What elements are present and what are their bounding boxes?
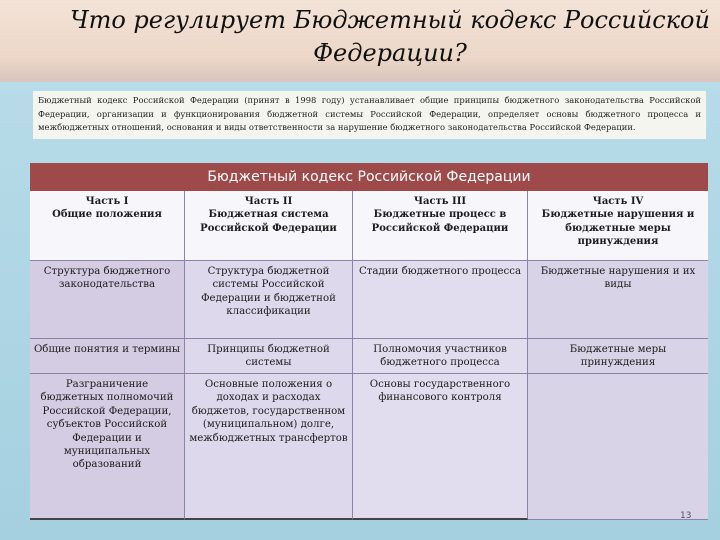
table-cell: Основные положения о доходах и расходах бюджетов, государственном (муниципальном) долге, межбюджетных трансфертов: [185, 374, 353, 520]
header-part-label: Часть IV: [592, 196, 644, 207]
slide-title-line-2: Федерации?: [313, 39, 467, 67]
header-part-title: Бюджетные нарушения и бюджетные меры принуждения: [541, 209, 695, 248]
table-cell: Разграничение бюджетных полномочий Российской Федерации, субъектов Российской Федерации и муниципальных образований: [30, 374, 185, 520]
slide-title: [60, 4, 720, 70]
header-part-title: Общие положения: [52, 209, 162, 221]
table-cell: Принципы бюджетной системы: [185, 339, 353, 374]
slide-title-line-1: Что регулирует Бюджетный кодекс Российской: [70, 6, 710, 34]
table-cell: Структура бюджетной системы Российской Федерации и бюджетной классификации: [185, 261, 353, 339]
table-cell: Общие понятия и термины: [30, 339, 185, 374]
table-cell: [528, 374, 708, 520]
table-cell: Основы государственного финансового контроля: [353, 374, 528, 520]
header-part-4: [528, 191, 708, 261]
header-part-1: [30, 191, 185, 261]
header-part-title: Бюджетные процесс в Российской Федерации: [371, 209, 509, 234]
header-part-2: [185, 191, 353, 261]
table-cell: Структура бюджетного законодательства: [30, 261, 185, 339]
code-banner: Бюджетный кодекс Российской Федерации: [30, 163, 708, 191]
header-part-3: [353, 191, 528, 261]
header-part-label: Часть II: [244, 196, 293, 207]
table-cell: Полномочия участников бюджетного процесса: [353, 339, 528, 374]
code-structure-table: [30, 191, 708, 520]
header-part-title: Бюджетная система Российской Федерации: [200, 209, 337, 234]
table-cell: Бюджетные меры принуждения: [528, 339, 708, 374]
intro-text: Бюджетный кодекс Российской Федерации (принят в 1998 году) устанавливает общие принципы бюджетного законодательства Российской Федерации, организации и функционирования бюджетной системы Российской Федерации, определяет основы бюджетного процесса и межбюджетных отношений, основания и виды ответственности за нарушение бюджетного законодательства Российской Федерации.: [33, 91, 706, 139]
table-cell: Бюджетные нарушения и их виды: [528, 261, 708, 339]
header-part-label: Часть III: [413, 196, 467, 207]
header-part-label: Часть I: [85, 196, 129, 207]
table-cell: Стадии бюджетного процесса: [353, 261, 528, 339]
page-number: 13: [680, 511, 692, 521]
